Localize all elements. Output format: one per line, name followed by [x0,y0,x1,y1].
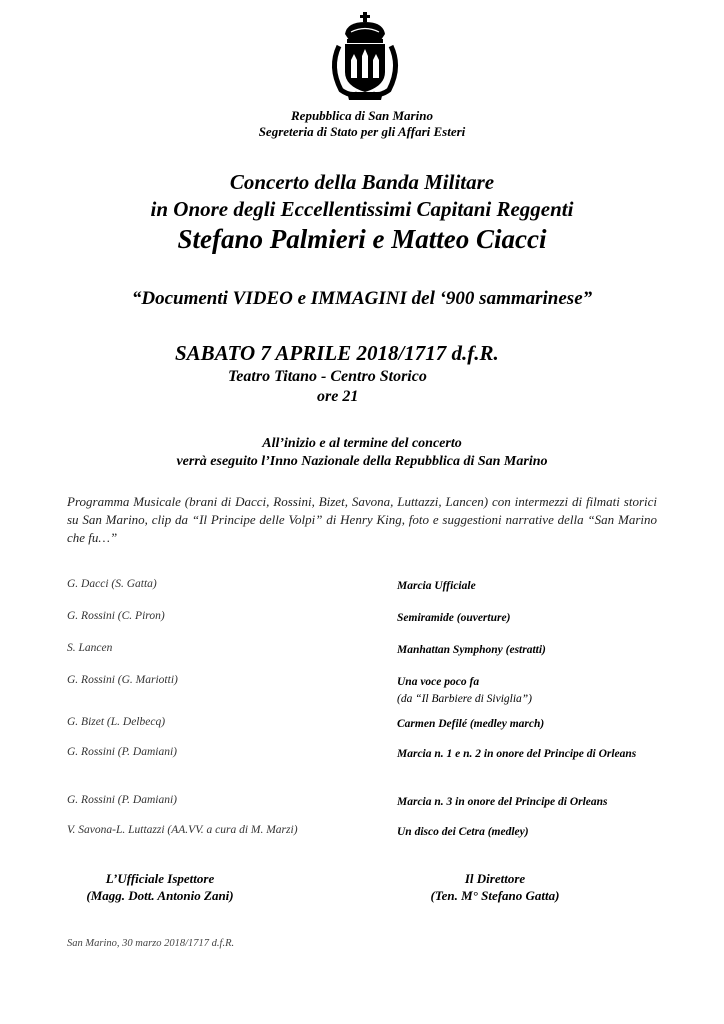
program-composer: G. Bizet (L. Delbecq) [67,716,166,728]
program-intro: Programma Musicale (brani di Dacci, Rossini, Bizet, Savona, Luttazzi, Lancen) con intermezzi di filmati storici su San Marino, clip da “Il Principe delle Volpi” di Henry King, foto e suggestioni narrative della “San Marino che fu…” [67,494,657,545]
coat-of-arms-emblem [325,12,405,102]
director-signature [395,870,595,904]
document-date-footer: San Marino, 30 marzo 2018/1717 d.f.R. [67,938,235,949]
anthem-note-line-1: All’inizio e al termine del concerto [262,436,462,451]
event-time: ore 21 [317,388,359,405]
director-title: Il Direttore [464,871,526,886]
event-venue: Teatro Titano - Centro Storico [228,368,427,385]
ministry-header: Segreteria di Stato per gli Affari Esteri [258,124,466,139]
program-composer: G. Rossini (C. Piron) [67,610,165,622]
program-composer: G. Rossini (G. Mariotti) [67,674,178,686]
program-composer: G. Dacci (S. Gatta) [67,578,157,590]
program-piece: Una voce poco fa [397,676,480,688]
director-name: (Ten. M° Stefano Gatta) [430,888,560,903]
title-line-1: Concerto della Banda Militare [229,170,495,194]
program-composer: G. Rossini (P. Damiani) [67,746,177,758]
program-piece: Semiramide (ouverture) [397,612,511,624]
program-piece: Marcia Ufficiale [397,580,476,592]
program-piece-note: (da “Il Barbiere di Siviglia”) [397,693,533,705]
title-line-3: Stefano Palmieri e Matteo Ciacci [177,224,547,254]
program-piece: Marcia n. 1 e n. 2 in onore del Principe di Orleans [397,748,637,760]
event-subtitle: “Documenti VIDEO e IMMAGINI del ‘900 sammarinese” [131,288,593,309]
program-piece: Un disco dei Cetra (medley) [397,826,529,838]
anthem-note-line-2: verrà eseguito l’Inno Nazionale della Repubblica di San Marino [176,454,548,469]
inspector-signature [60,870,260,904]
program-piece: Carmen Defilé (medley march) [397,718,545,730]
program-composer: S. Lancen [67,642,113,654]
inspector-name: (Magg. Dott. Antonio Zani) [86,888,234,903]
program-composer: V. Savona-L. Luttazzi (AA.VV. a cura di M. Marzi) [67,824,298,836]
program-piece: Manhattan Symphony (estratti) [397,644,546,656]
program-composer: G. Rossini (P. Damiani) [67,794,177,806]
event-date: SABATO 7 APRILE 2018/1717 d.f.R. [175,341,499,365]
republic-header: Repubblica di San Marino [291,108,433,123]
title-line-2: in Onore degli Eccellentissimi Capitani Reggenti [150,197,574,221]
program-piece: Marcia n. 3 in onore del Principe di Orleans [397,796,608,808]
inspector-title: L’Ufficiale Ispettore [105,871,215,886]
